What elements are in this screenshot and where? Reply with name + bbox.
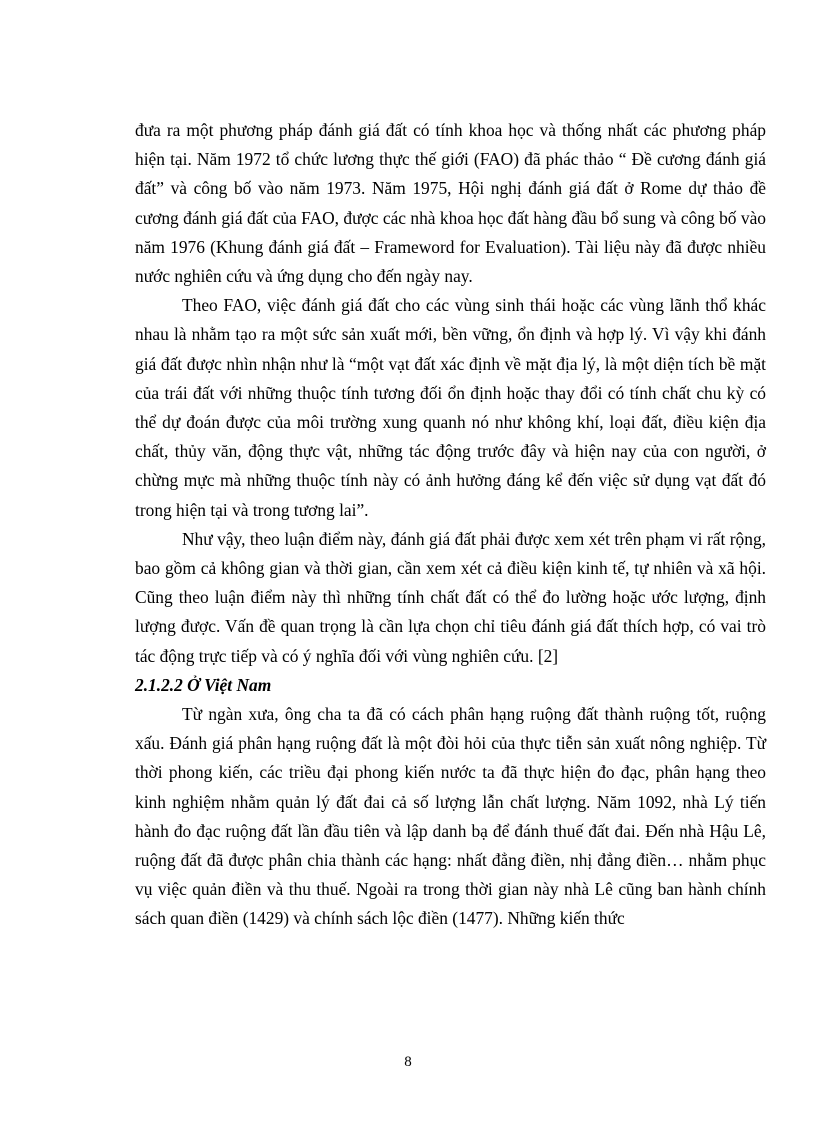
page-number: 8: [404, 1054, 412, 1070]
paragraph-fao-framework: đưa ra một phương pháp đánh giá đất có tính khoa học và thống nhất các phương pháp hiện tại. Năm 1972 tổ chức lương thực thế giới (FAO) đã phác thảo “ Đề cương đánh giá đất” và công bố vào năm 1973. Năm 1975, Hội nghị đánh giá đất ở Rome dự thảo đề cương đánh giá đất của FAO, được các nhà khoa học đất hàng đầu bổ sung và công bố vào năm 1976 (Khung đánh giá đất – Frameword for Evaluation). Tài liệu này đã được nhiều nước nghiên cứu và ứng dụng cho đến ngày nay.: [135, 120, 766, 287]
paragraph-vietnam-history: Từ ngàn xưa, ông cha ta đã có cách phân hạng ruộng đất thành ruộng tốt, ruộng xấu. Đánh giá phân hạng ruộng đất là một đòi hỏi của thực tiễn sản xuất nông nghiệp. Từ thời phong kiến, các triều đại phong kiến nước ta đã thực hiện đo đạc, phân hạng theo kinh nghiệm nhằm quản lý đất đai cả số lượng lẫn chất lượng. Năm 1092, nhà Lý tiến hành đo đạc ruộng đất lần đầu tiên và lập danh bạ để đánh thuế đất đai. Đến nhà Hậu Lê, ruộng đất đã được phân chia thành các hạng: nhất đẳng điền, nhị đẳng điền… nhằm phục vụ việc quản điền và thu thuế. Ngoài ra trong thời gian này nhà Lê cũng ban hành chính sách quan điền (1429) và chính sách lộc điền (1477). Những kiến thức: [135, 704, 766, 929]
paragraph-fao-definition: Theo FAO, việc đánh giá đất cho các vùng sinh thái hoặc các vùng lãnh thổ khác nhau là nhằm tạo ra một sức sản xuất mới, bền vững, ổn định và hợp lý. Vì vậy khi đánh giá đất được nhìn nhận như là “một vạt đất xác định về mặt địa lý, là một diện tích bề mặt của trái đất với những thuộc tính tương đối ổn định hoặc thay đổi có tính chất chu kỳ có thể dự đoán được của môi trường xung quanh nó như không khí, loại đất, điều kiện địa chất, thủy văn, động thực vật, những tác động trước đây và hiện nay của con người, ở chừng mực mà những thuộc tính này có ảnh hưởng đáng kể đến việc sử dụng vạt đất đó trong hiện tại và trong tương lai”.: [135, 295, 766, 520]
page-body: [135, 116, 766, 934]
section-heading-vietnam: 2.1.2.2 Ở Việt Nam: [135, 674, 272, 695]
paragraph-evaluation-scope: Như vậy, theo luận điểm này, đánh giá đất phải được xem xét trên phạm vi rất rộng, bao gồm cả không gian và thời gian, cần xem xét cả điều kiện kinh tế, tự nhiên và xã hội. Cũng theo luận điểm này thì những tính chất đất có thể đo lường hoặc ước lượng, định lượng được. Vấn đề quan trọng là cần lựa chọn chỉ tiêu đánh giá đất thích hợp, có vai trò tác động trực tiếp và có ý nghĩa đối với vùng nghiên cứu. [2]: [135, 528, 766, 666]
